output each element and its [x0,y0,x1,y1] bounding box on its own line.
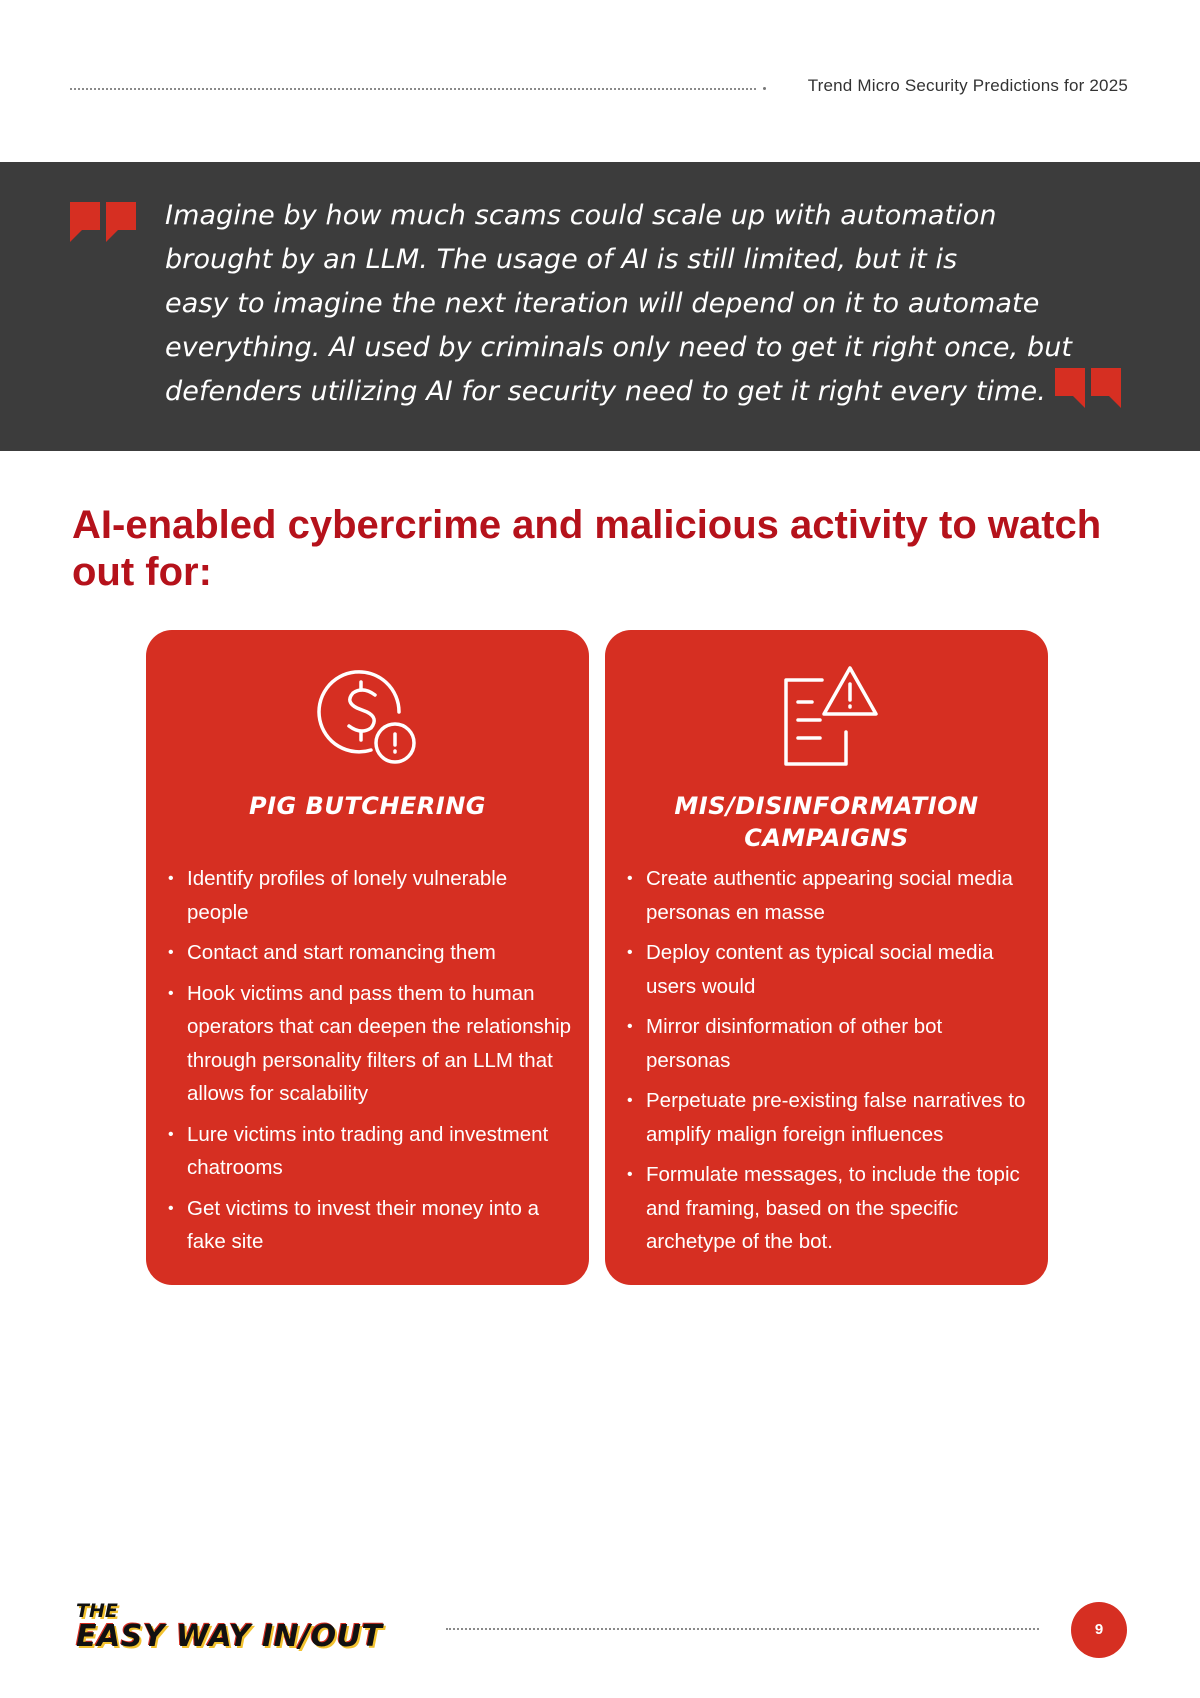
quote-band [0,162,1200,451]
list-item: • Get victims to invest their money into a fake site [168,1192,573,1259]
list-item: • Identify profiles of lonely vulnerable people [168,862,573,929]
quote-line: easy to imagine the next iteration will depend on it to automate [165,288,1040,319]
card-pig-butchering [146,630,589,1285]
pull-quote [165,194,1073,414]
page-number: 9 [1071,1602,1127,1658]
document-warning-icon [772,660,882,775]
open-quote-icon [70,202,140,249]
bullet-list [168,862,573,1266]
footer-dotted-rule [446,1628,1039,1630]
list-item: • Contact and start romancing them [168,936,573,970]
bullet-list [627,862,1032,1266]
logo-main: EASY WAY IN/OUT [76,1619,383,1654]
card-title: MIS/DISINFORMATION CAMPAIGNS [674,792,979,852]
list-item: • Perpetuate pre-existing false narratives to amplify malign foreign influences [627,1084,1032,1151]
card-title: PIG BUTCHERING [248,792,486,820]
report-title: Trend Micro Security Predictions for 2025 [807,76,1128,95]
list-item: • Lure victims into trading and investment chatrooms [168,1118,573,1185]
header-dotted-rule [70,88,756,90]
quote-line: Imagine by how much scams could scale up with automation [165,200,997,231]
list-item: • Formulate messages, to include the topic and framing, based on the specific archetype of the bot. [627,1158,1032,1259]
quote-line: defenders utilizing AI for security need to get it right every time. [165,376,1046,407]
list-item: • Deploy content as typical social media users would [627,936,1032,1003]
list-item: • Hook victims and pass them to human operators that can deepen the relationship through personality filters of an LLM that allows for scalability [168,977,573,1111]
quote-line: brought by an LLM. The usage of AI is still limited, but it is [165,244,958,275]
section-heading: AI-enabled cybercrime and malicious activity to watch out for: [72,503,1102,594]
logo-the: THE [76,1600,118,1622]
list-item: • Mirror disinformation of other bot personas [627,1010,1032,1077]
quote-line: everything. AI used by criminals only need to get it right once, but [165,332,1073,363]
dollar-alert-icon [313,660,423,775]
easy-way-logo [76,1602,383,1653]
close-quote-icon [1055,368,1125,415]
list-item: • Create authentic appearing social media personas en masse [627,862,1032,929]
card-disinformation-campaigns [605,630,1048,1285]
